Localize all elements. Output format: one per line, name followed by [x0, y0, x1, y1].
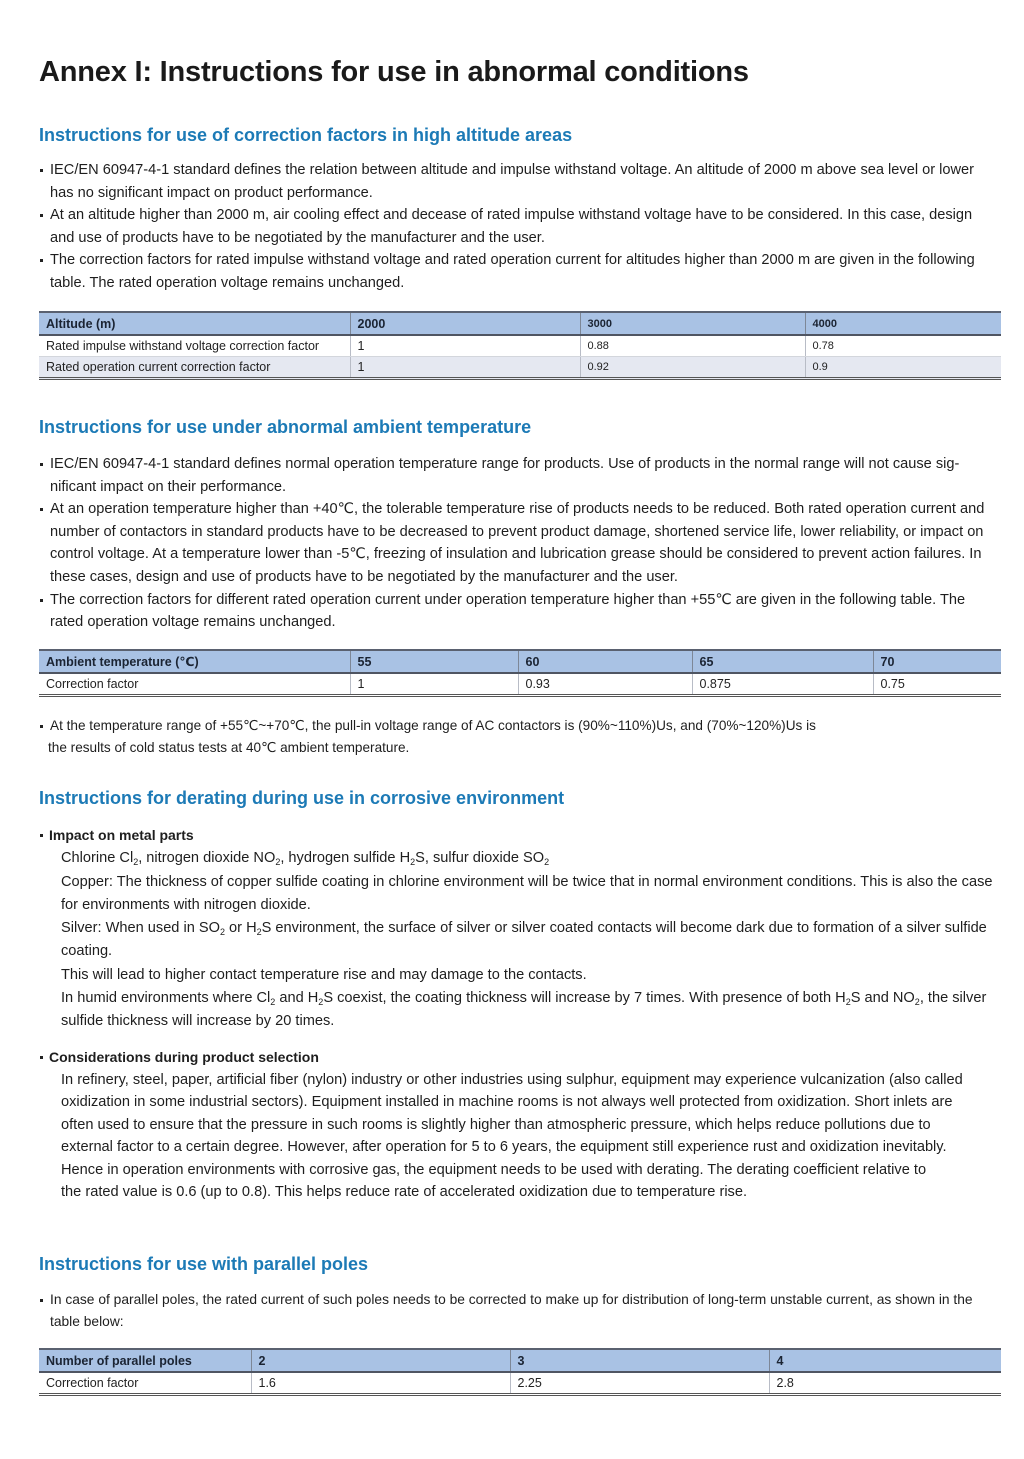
table-cell: Correction factor [39, 1372, 251, 1395]
subscript: 2 [256, 927, 262, 938]
note-line-2: the results of cold status tests at 40℃ ambient temperature. [48, 740, 410, 755]
table-cell: 0.875 [692, 673, 873, 696]
table-header-cell: 65 [692, 650, 873, 673]
selection-paragraph-2: Hence in operation environments with corrosive gas, the equipment needs to be used with derating. The derating coefficient relative to the rated value is 0.6 (up to 0.8). This helps reduce rate of accelerated oxidization due to temperature rise. [61, 1161, 927, 1200]
section-heading-corrosive: Instructions for derating during use in corrosive environment [39, 788, 565, 808]
selection-subheading: Considerations during product selection [39, 1046, 1009, 1069]
silver-paragraph [39, 917, 996, 964]
note-line-1: At the temperature range of +55℃~+70℃, the pull-in voltage range of AC contactors is (90%~110%)Us, and (70%~120%)Us is [39, 715, 1009, 737]
temperature-bullets [39, 453, 1009, 634]
text: In humid environments where Cl [61, 990, 271, 1007]
text: S coexist, the coating thickness will increase by 7 times. With presence of both H [323, 990, 846, 1007]
subscript: 2 [219, 927, 225, 938]
section-heading-temperature: Instructions for use under abnormal ambient temperature [39, 417, 532, 437]
subscript: 2 [275, 857, 281, 868]
table-header-cell: 70 [873, 650, 1001, 673]
table-row [39, 335, 1001, 357]
section-heading-parallel: Instructions for use with parallel poles [39, 1254, 369, 1274]
table-cell: Rated operation current correction factor [39, 357, 350, 379]
table-header-cell: 4000 [805, 312, 1001, 335]
altitude-bullets [39, 159, 997, 295]
table-cell: Rated impulse withstand voltage correction factor [39, 335, 350, 357]
lead-paragraph: This will lead to higher contact temperature rise and may damage to the contacts. [61, 966, 587, 983]
bullet-item: At an operation temperature higher than +40℃, the tolerable temperature rise of products needs to be reduced. Both rated operation current and number of contactors in standard products have to be decreased to prevent product damage, shortened service life, lower reliability, or impact on control voltage. At a temperature lower than -5℃, freezing of insulation and lubrication grease should be considered to prevent action failures. In these cases, design and use of products have to be negotiated by the manufacturer and the user. [39, 498, 1009, 588]
impact-subheading: Impact on metal parts [39, 824, 1009, 847]
bullet-item: IEC/EN 60947-4-1 standard defines normal operation temperature range for products. Use of products in the normal range will not cause sig-nificant impact on their performance. [39, 453, 995, 498]
table-header-row [39, 312, 1001, 335]
copper-paragraph: Copper: The thickness of copper sulfide coating in chlorine environment will be twice that in normal environment conditions. This is also the case for environments with nitrogen dioxide. [61, 873, 993, 913]
table-cell: 0.75 [873, 673, 1001, 696]
text: , the silver sulfide thickness will increase by 20 times. [61, 990, 987, 1030]
table-header-cell: Ambient temperature (℃) [39, 650, 350, 673]
text: S environment, the surface of silver or silver coated contacts will become dark due to formation of a silver sulfide coating. [61, 920, 987, 960]
table-cell: 1.6 [251, 1372, 510, 1395]
table-cell: 0.9 [805, 357, 1001, 379]
text: S and NO [850, 990, 915, 1007]
table-header-cell: 3000 [580, 312, 805, 335]
gas-list [39, 847, 1009, 870]
parallel-bullets [39, 1289, 1001, 1333]
table-header-cell: 4 [769, 1349, 1001, 1372]
table-header-cell: 60 [518, 650, 692, 673]
bullet-item: At an altitude higher than 2000 m, air cooling effect and decease of rated impulse withstand voltage have to be considered. In this case, design and use of products have to be negotiated by the manufacturer and the user. [39, 204, 997, 249]
table-cell: 0.93 [518, 673, 692, 696]
temperature-table [39, 649, 1001, 697]
table-header-cell: Altitude (m) [39, 312, 350, 335]
table-cell: 0.92 [580, 357, 805, 379]
bullet-item: IEC/EN 60947-4-1 standard defines the relation between altitude and impulse withstand voltage. An altitude of 2000 m above sea level or lower has no significant impact on product performance. [39, 159, 997, 204]
table-row [39, 1372, 1001, 1395]
bullet-item: The correction factors for different rated operation current under operation temperature higher than +55℃ are given in the following table. The rated operation voltage remains unchanged. [39, 589, 995, 634]
table-row [39, 357, 1001, 379]
table-header-cell: 3 [510, 1349, 769, 1372]
selection-block [39, 1046, 1009, 1204]
table-cell: 0.88 [580, 335, 805, 357]
text: Chlorine Cl [61, 850, 134, 867]
table-cell: Correction factor [39, 673, 350, 696]
table-cell: 1 [350, 335, 580, 357]
text: S, sulfur dioxide SO [415, 850, 545, 867]
subscript: 2 [914, 997, 920, 1008]
text: , nitrogen dioxide NO [138, 850, 276, 867]
text: , hydrogen sulfide H [280, 850, 411, 867]
altitude-table [39, 311, 1001, 380]
table-cell: 1 [350, 357, 580, 379]
table-header-cell: 55 [350, 650, 518, 673]
text: and H [275, 990, 319, 1007]
subscript: 2 [133, 857, 139, 868]
humid-paragraph [39, 987, 1006, 1034]
bullet-item: The correction factors for rated impulse withstand voltage and rated operation current for altitudes higher than 2000 m are given in the following table. The rated operation voltage remains unchanged. [39, 249, 997, 294]
table-cell: 2.8 [769, 1372, 1001, 1395]
text: Silver: When used in SO [61, 920, 220, 937]
table-cell: 0.78 [805, 335, 1001, 357]
table-header-cell: Number of parallel poles [39, 1349, 251, 1372]
subscript: 2 [270, 997, 276, 1008]
table-cell: 1 [350, 673, 518, 696]
subscript: 2 [318, 997, 324, 1008]
selection-paragraph-1: In refinery, steel, paper, artificial fiber (nylon) industry or other industries using sulphur, equipment may experience vulcanization (also called oxidization in some industrial sectors). Equipment installed in machine rooms is not always well protected from oxidization. Short inlets are often used to ensure that the pressure in such rooms is slightly higher than atmospheric pressure, which helps reduce pollutions due to external factor to a certain degree. However, after operation for 5 to 6 years, the equipment still experience rust and oxidization inevitably. [61, 1071, 963, 1155]
temperature-note [39, 715, 1009, 759]
parallel-table [39, 1348, 1001, 1396]
table-header-row [39, 1349, 1001, 1372]
impact-block [39, 824, 1009, 1034]
table-cell: 2.25 [510, 1372, 769, 1395]
table-header-row [39, 650, 1001, 673]
table-row [39, 673, 1001, 696]
page-title: Annex I: Instructions for use in abnormal conditions [39, 56, 749, 88]
bullet-item: In case of parallel poles, the rated current of such poles needs to be corrected to make up for distribution of long-term unstable current, as shown in the table below: [39, 1289, 1001, 1333]
text: or H [225, 920, 257, 937]
subscript: 2 [845, 997, 851, 1008]
subscript: 2 [410, 857, 416, 868]
section-heading-altitude: Instructions for use of correction factors in high altitude areas [39, 125, 573, 145]
table-header-cell: 2000 [350, 312, 580, 335]
subscript: 2 [544, 857, 550, 868]
table-header-cell: 2 [251, 1349, 510, 1372]
